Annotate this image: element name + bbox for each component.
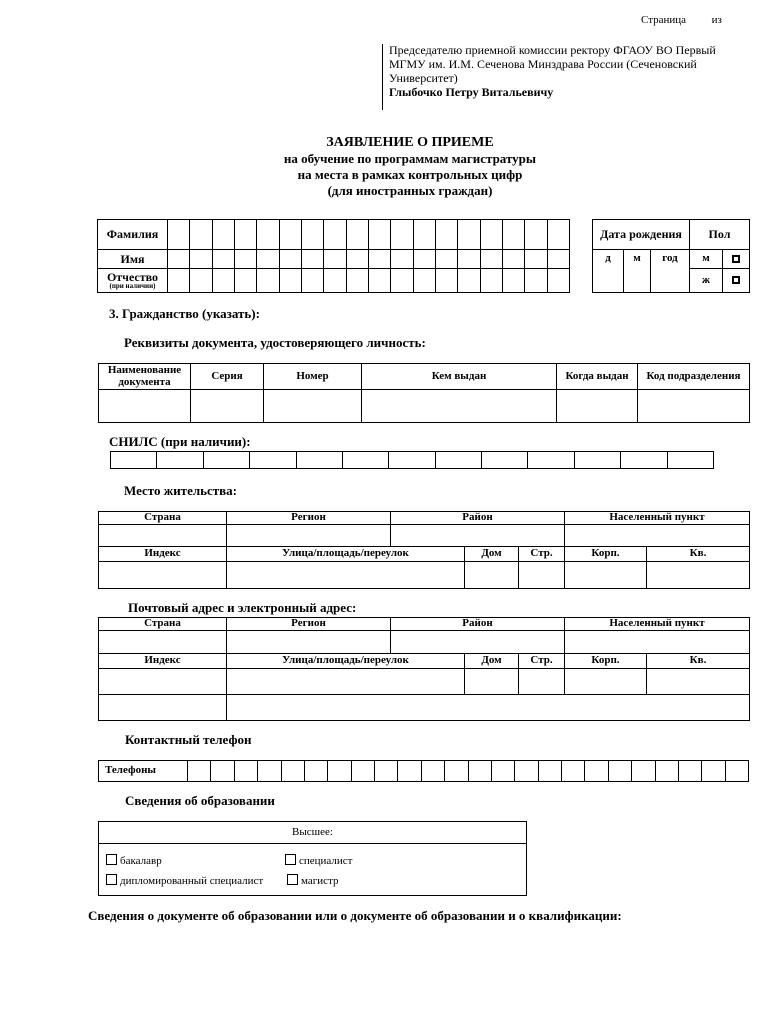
snils-char-cell[interactable] bbox=[435, 452, 481, 469]
addressee-line-2: МГМУ им. И.М. Сеченова Минздрава России (Сеченовский bbox=[389, 57, 697, 71]
identity-doc-table bbox=[98, 363, 750, 423]
postal-region-field[interactable] bbox=[227, 631, 391, 654]
name-char-cell[interactable] bbox=[413, 250, 435, 269]
patronymic-label: Отчество bbox=[106, 269, 159, 284]
name-char-cell[interactable] bbox=[368, 220, 390, 250]
education-higher-label: Высшее: bbox=[99, 822, 526, 844]
name-char-cell[interactable] bbox=[279, 269, 301, 293]
postal-region-label: Регион bbox=[227, 618, 391, 631]
residence-index-label: Индекс bbox=[99, 547, 227, 562]
surname-label: Фамилия bbox=[98, 220, 168, 250]
name-char-cell[interactable] bbox=[368, 269, 390, 293]
option-master[interactable] bbox=[287, 874, 339, 887]
edu-doc-heading: Сведения о документе об образовании или о документе об образовании и о квалификации: bbox=[88, 908, 622, 923]
postal-district-label: Район bbox=[391, 618, 565, 631]
postal-house-field[interactable] bbox=[465, 669, 519, 695]
name-char-cell[interactable] bbox=[458, 250, 480, 269]
snils-char-cell[interactable] bbox=[482, 452, 528, 469]
identity-col-date: Когда выдан bbox=[557, 364, 638, 390]
name-char-cell[interactable] bbox=[525, 269, 547, 293]
snils-char-cell[interactable] bbox=[250, 452, 296, 469]
addressee-line-3: Университет) bbox=[389, 71, 458, 85]
name-char-cell[interactable] bbox=[324, 220, 346, 250]
snils-char-cell[interactable] bbox=[389, 452, 435, 469]
checkbox-icon bbox=[285, 854, 296, 865]
option-certified-specialist[interactable] bbox=[106, 874, 263, 887]
identity-col-issuer: Кем выдан bbox=[362, 364, 557, 390]
title-line-2: на обучение по программам магистратуры bbox=[283, 151, 537, 166]
name-char-cell[interactable] bbox=[502, 269, 524, 293]
name-char-cell[interactable] bbox=[279, 250, 301, 269]
phone-char-cell[interactable] bbox=[725, 761, 748, 782]
name-char-cell[interactable] bbox=[480, 269, 502, 293]
name-char-cell[interactable] bbox=[413, 220, 435, 250]
name-char-cell[interactable] bbox=[257, 250, 279, 269]
name-char-cell[interactable] bbox=[435, 250, 457, 269]
name-char-cell[interactable] bbox=[168, 269, 190, 293]
residence-block-field[interactable] bbox=[565, 562, 647, 589]
identity-col-series: Серия bbox=[191, 364, 264, 390]
page-label: Страница bbox=[641, 14, 687, 26]
residence-apartment-label: Кв. bbox=[647, 547, 750, 562]
name-char-cell[interactable] bbox=[502, 250, 524, 269]
postal-country-label: Страна bbox=[99, 618, 227, 631]
phone-char-cell[interactable] bbox=[304, 761, 327, 782]
snils-char-cell[interactable] bbox=[528, 452, 574, 469]
title-main: ЗАЯВЛЕНИЕ О ПРИЕМЕ bbox=[326, 135, 494, 150]
name-char-cell[interactable] bbox=[346, 250, 368, 269]
postal-country-field[interactable] bbox=[99, 631, 227, 654]
snils-table bbox=[110, 451, 714, 469]
residence-street-label: Улица/площадь/переулок bbox=[227, 547, 465, 562]
name-char-cell[interactable] bbox=[368, 250, 390, 269]
phone-char-cell[interactable] bbox=[375, 761, 398, 782]
postal-building-label: Стр. bbox=[519, 654, 565, 669]
postal-index-label: Индекс bbox=[99, 654, 227, 669]
residence-house-label: Дом bbox=[465, 547, 519, 562]
sex-female-checkbox[interactable] bbox=[723, 269, 750, 293]
name-table bbox=[97, 219, 570, 293]
snils-char-cell[interactable] bbox=[342, 452, 388, 469]
addressee-rule bbox=[382, 44, 383, 110]
residence-table bbox=[98, 511, 750, 589]
identity-name-field[interactable] bbox=[99, 390, 191, 423]
snils-char-cell[interactable] bbox=[296, 452, 342, 469]
option-master-label: магистр bbox=[301, 875, 339, 887]
name-char-cell[interactable] bbox=[480, 250, 502, 269]
name-char-cell[interactable] bbox=[301, 269, 323, 293]
residence-building-label: Стр. bbox=[519, 547, 565, 562]
snils-char-cell[interactable] bbox=[157, 452, 203, 469]
name-char-cell[interactable] bbox=[324, 250, 346, 269]
page-of-label: из bbox=[711, 14, 722, 26]
first-name-label: Имя bbox=[98, 250, 168, 269]
residence-index-field[interactable] bbox=[99, 562, 227, 589]
snils-char-cell[interactable] bbox=[574, 452, 620, 469]
postal-index-field[interactable] bbox=[99, 669, 227, 695]
identity-number-field[interactable] bbox=[264, 390, 362, 423]
residence-street-field[interactable] bbox=[227, 562, 465, 589]
name-char-cell[interactable] bbox=[234, 250, 256, 269]
citizenship-label: 3. Гражданство (указать): bbox=[109, 306, 260, 321]
name-char-cell[interactable] bbox=[391, 220, 413, 250]
phone-char-cell[interactable] bbox=[445, 761, 468, 782]
residence-country-label: Страна bbox=[99, 512, 227, 525]
residence-country-field[interactable] bbox=[99, 525, 227, 547]
name-char-cell[interactable] bbox=[346, 220, 368, 250]
phone-table bbox=[98, 760, 749, 782]
option-certified-specialist-label: дипломированный специалист bbox=[120, 875, 264, 887]
phone-char-cell[interactable] bbox=[538, 761, 561, 782]
name-char-cell[interactable] bbox=[168, 220, 190, 250]
postal-apartment-label: Кв. bbox=[647, 654, 750, 669]
name-char-cell[interactable] bbox=[301, 220, 323, 250]
phone-char-cell[interactable] bbox=[398, 761, 421, 782]
phone-char-cell[interactable] bbox=[562, 761, 585, 782]
name-char-cell[interactable] bbox=[346, 269, 368, 293]
snils-char-cell[interactable] bbox=[621, 452, 667, 469]
postal-district-field[interactable] bbox=[391, 631, 565, 654]
phone-char-cell[interactable] bbox=[678, 761, 701, 782]
name-char-cell[interactable] bbox=[413, 269, 435, 293]
name-char-cell[interactable] bbox=[391, 250, 413, 269]
dob-year-label: год bbox=[651, 250, 690, 293]
residence-locality-label: Населенный пункт bbox=[565, 512, 750, 525]
education-heading: Сведения об образовании bbox=[125, 793, 275, 808]
birth-sex-table bbox=[592, 219, 750, 293]
name-char-cell[interactable] bbox=[279, 220, 301, 250]
name-char-cell[interactable] bbox=[547, 250, 569, 269]
name-char-cell[interactable] bbox=[190, 250, 212, 269]
option-bachelor-label: бакалавр bbox=[120, 855, 162, 867]
phone-char-cell[interactable] bbox=[188, 761, 211, 782]
postal-table bbox=[98, 617, 750, 721]
postal-building-field[interactable] bbox=[519, 669, 565, 695]
title-line-3: на места в рамках контрольных цифр bbox=[297, 167, 523, 182]
phones-label: Телефоны bbox=[99, 761, 188, 782]
postal-heading: Почтовый адрес и электронный адрес: bbox=[128, 600, 357, 615]
phone-char-cell[interactable] bbox=[491, 761, 514, 782]
phone-char-cell[interactable] bbox=[211, 761, 234, 782]
name-char-cell[interactable] bbox=[234, 220, 256, 250]
identity-series-field[interactable] bbox=[191, 390, 264, 423]
residence-region-field[interactable] bbox=[227, 525, 391, 547]
education-box bbox=[98, 821, 527, 896]
snils-char-cell[interactable] bbox=[667, 452, 714, 469]
residence-building-field[interactable] bbox=[519, 562, 565, 589]
name-char-cell[interactable] bbox=[257, 269, 279, 293]
name-char-cell[interactable] bbox=[547, 269, 569, 293]
residence-locality-field[interactable] bbox=[565, 525, 750, 547]
phone-char-cell[interactable] bbox=[702, 761, 725, 782]
phone-char-cell[interactable] bbox=[281, 761, 304, 782]
phone-char-cell[interactable] bbox=[234, 761, 257, 782]
postal-street-field[interactable] bbox=[227, 669, 465, 695]
residence-district-label: Район bbox=[391, 512, 565, 525]
title-line-4: (для иностранных граждан) bbox=[327, 183, 493, 198]
phone-char-cell[interactable] bbox=[585, 761, 608, 782]
phone-char-cell[interactable] bbox=[468, 761, 491, 782]
residence-district-field[interactable] bbox=[391, 525, 565, 547]
addressee-block bbox=[389, 43, 732, 99]
postal-locality-field[interactable] bbox=[565, 631, 750, 654]
addressee-name: Глыбочко Петру Витальевичу bbox=[389, 85, 554, 99]
checkbox-icon bbox=[732, 276, 740, 284]
name-char-cell[interactable] bbox=[301, 250, 323, 269]
residence-heading: Место жительства: bbox=[124, 483, 238, 498]
name-char-cell[interactable] bbox=[212, 250, 234, 269]
identity-code-field[interactable] bbox=[638, 390, 750, 423]
identity-col-number: Номер bbox=[264, 364, 362, 390]
phone-char-cell[interactable] bbox=[351, 761, 374, 782]
option-specialist-label: специалист bbox=[299, 855, 353, 867]
email-field[interactable] bbox=[227, 695, 750, 721]
application-title bbox=[150, 135, 670, 199]
name-char-cell[interactable] bbox=[212, 220, 234, 250]
phone-char-cell[interactable] bbox=[608, 761, 631, 782]
phone-char-cell[interactable] bbox=[328, 761, 351, 782]
postal-block-label: Корп. bbox=[565, 654, 647, 669]
name-char-cell[interactable] bbox=[212, 269, 234, 293]
checkbox-icon bbox=[106, 874, 117, 885]
option-specialist[interactable] bbox=[285, 854, 352, 867]
residence-apartment-field[interactable] bbox=[647, 562, 750, 589]
page-counter bbox=[641, 14, 722, 26]
name-char-cell[interactable] bbox=[435, 220, 457, 250]
postal-street-label: Улица/площадь/переулок bbox=[227, 654, 465, 669]
sex-male-checkbox[interactable] bbox=[723, 250, 750, 269]
name-char-cell[interactable] bbox=[190, 220, 212, 250]
name-char-cell[interactable] bbox=[458, 269, 480, 293]
email-left-field[interactable] bbox=[99, 695, 227, 721]
name-char-cell[interactable] bbox=[525, 220, 547, 250]
residence-block-label: Корп. bbox=[565, 547, 647, 562]
phone-char-cell[interactable] bbox=[421, 761, 444, 782]
identity-date-field[interactable] bbox=[557, 390, 638, 423]
identity-col-name: Наименование документа bbox=[99, 364, 191, 390]
identity-doc-heading: Реквизиты документа, удостоверяющего личность: bbox=[124, 335, 426, 350]
identity-col-code: Код подразделения bbox=[638, 364, 750, 390]
residence-house-field[interactable] bbox=[465, 562, 519, 589]
postal-block-field[interactable] bbox=[565, 669, 647, 695]
sex-female-label: ж bbox=[690, 269, 723, 293]
addressee-line-1: Председателю приемной комиссии ректору ФГАОУ ВО Первый bbox=[389, 43, 716, 57]
patronymic-note: (при наличии) bbox=[109, 282, 156, 291]
phone-char-cell[interactable] bbox=[655, 761, 678, 782]
name-char-cell[interactable] bbox=[257, 220, 279, 250]
checkbox-icon bbox=[732, 255, 740, 263]
phone-char-cell[interactable] bbox=[258, 761, 281, 782]
postal-apartment-field[interactable] bbox=[647, 669, 750, 695]
name-char-cell[interactable] bbox=[190, 269, 212, 293]
name-char-cell[interactable] bbox=[168, 250, 190, 269]
postal-locality-label: Населенный пункт bbox=[565, 618, 750, 631]
name-char-cell[interactable] bbox=[435, 269, 457, 293]
dob-day-label: д bbox=[593, 250, 624, 293]
name-char-cell[interactable] bbox=[502, 220, 524, 250]
checkbox-icon bbox=[287, 874, 298, 885]
residence-region-label: Регион bbox=[227, 512, 391, 525]
dob-label: Дата рождения bbox=[593, 220, 690, 250]
name-char-cell[interactable] bbox=[234, 269, 256, 293]
name-char-cell[interactable] bbox=[547, 220, 569, 250]
name-char-cell[interactable] bbox=[458, 220, 480, 250]
sex-label: Пол bbox=[690, 220, 750, 250]
phone-char-cell[interactable] bbox=[515, 761, 538, 782]
snils-char-cell[interactable] bbox=[203, 452, 249, 469]
name-char-cell[interactable] bbox=[525, 250, 547, 269]
name-char-cell[interactable] bbox=[480, 220, 502, 250]
name-char-cell[interactable] bbox=[391, 269, 413, 293]
patronymic-label-cell bbox=[98, 269, 168, 293]
dob-month-label: м bbox=[624, 250, 651, 293]
identity-issuer-field[interactable] bbox=[362, 390, 557, 423]
name-char-cell[interactable] bbox=[324, 269, 346, 293]
phone-char-cell[interactable] bbox=[632, 761, 655, 782]
snils-char-cell[interactable] bbox=[111, 452, 157, 469]
sex-male-label: м bbox=[690, 250, 723, 269]
checkbox-icon bbox=[106, 854, 117, 865]
contact-heading: Контактный телефон bbox=[125, 732, 252, 747]
snils-label: СНИЛС (при наличии): bbox=[109, 434, 251, 449]
option-bachelor[interactable] bbox=[106, 854, 162, 867]
postal-house-label: Дом bbox=[465, 654, 519, 669]
